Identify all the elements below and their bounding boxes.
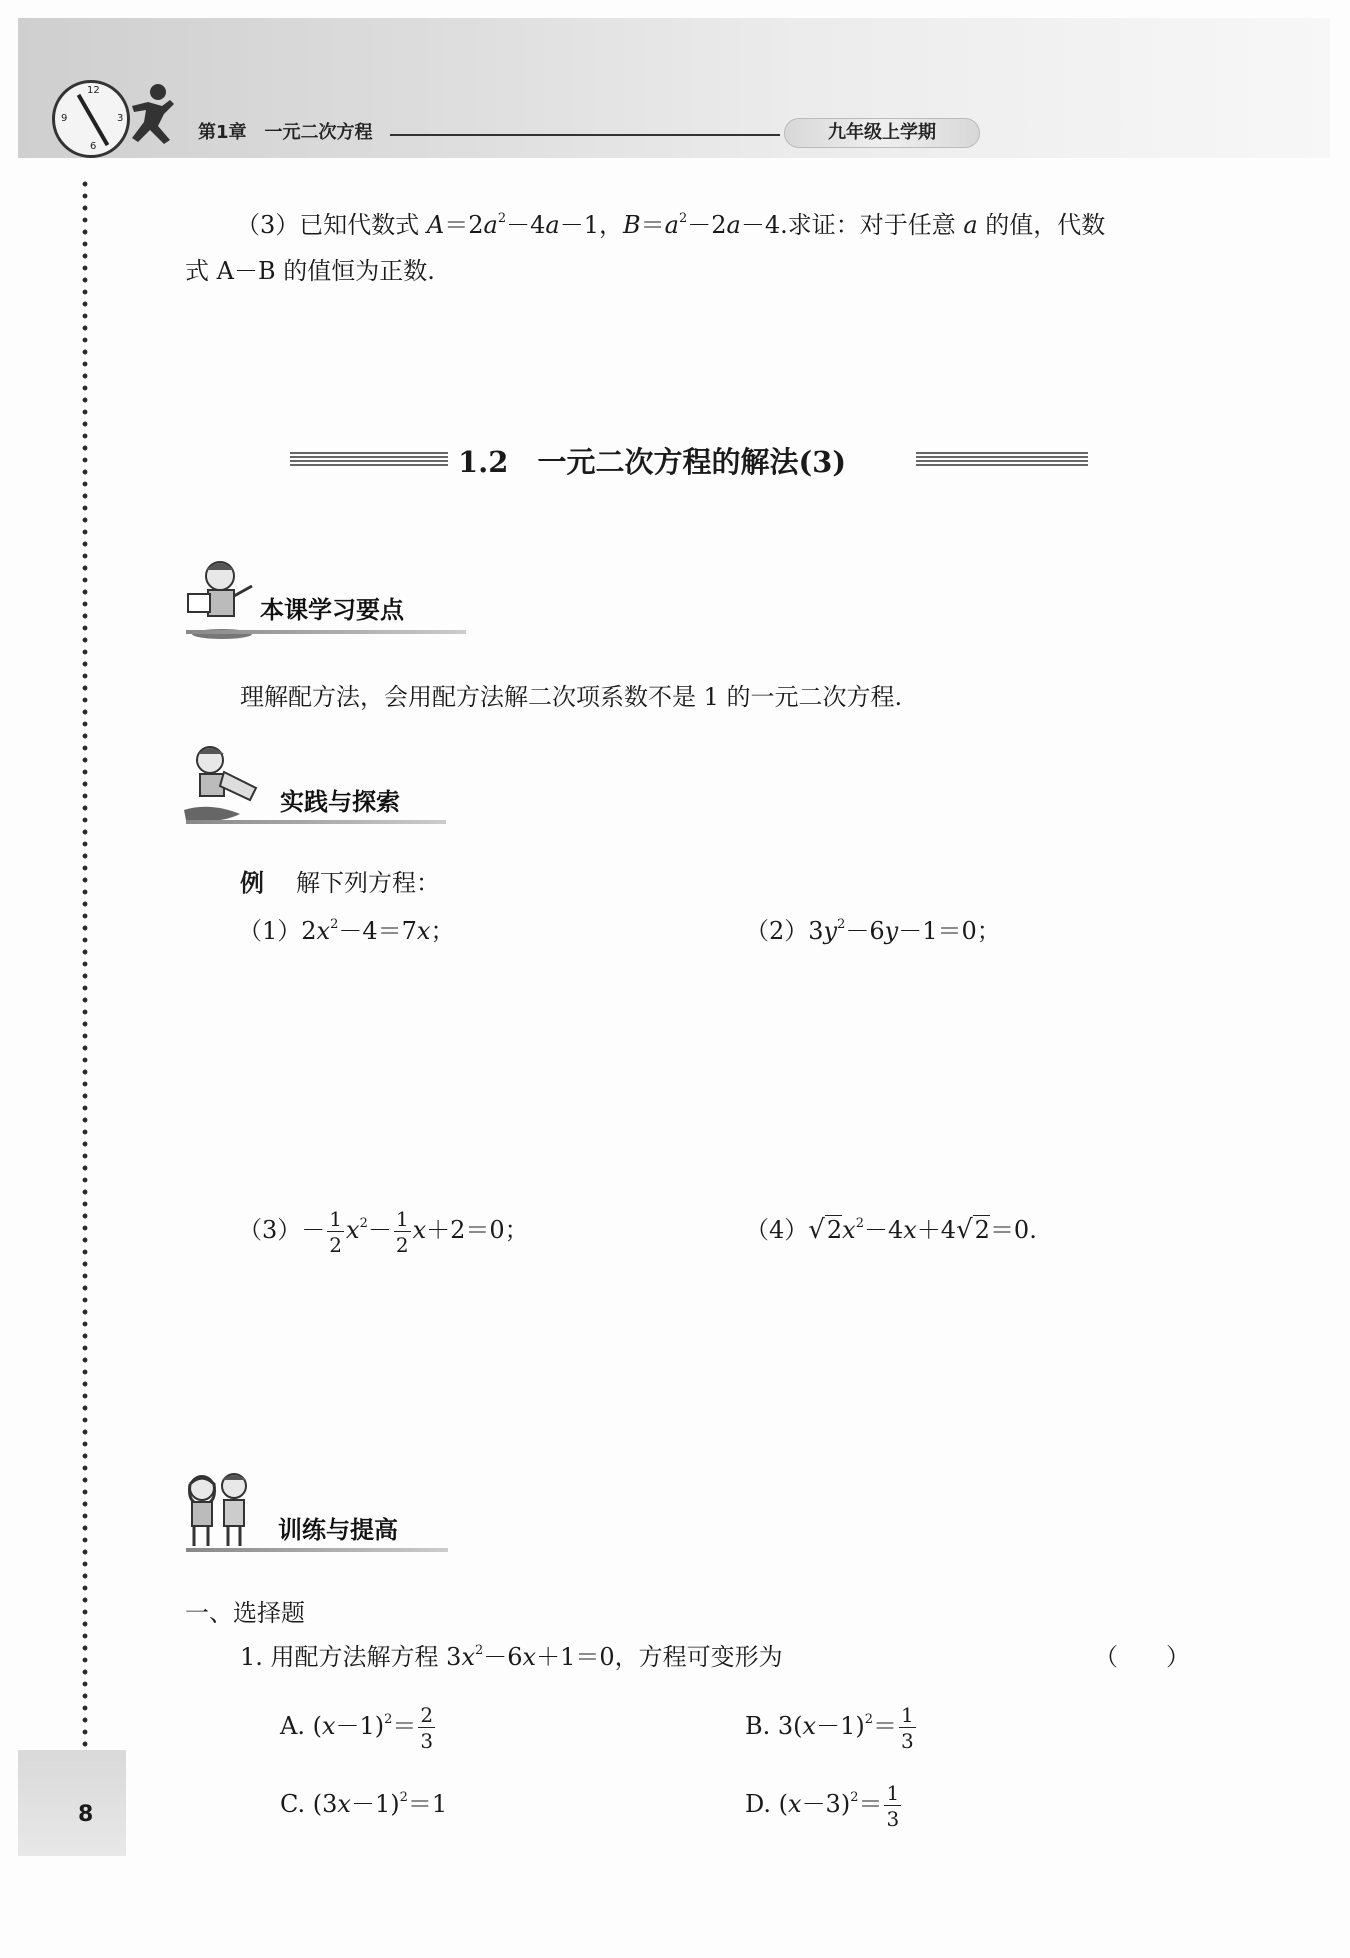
- runner-logo-icon: [118, 82, 178, 146]
- key-points-label: 本课学习要点: [260, 596, 404, 624]
- key-points-underline: [186, 630, 466, 634]
- key-points-text: 理解配方法，会用配方法解二次项系数不是 1 的一元二次方程.: [240, 683, 903, 711]
- example-eq4: $(4)√2x^2-4x+4√2=0$.: [745, 1215, 1037, 1245]
- grade-label: 九年级上学期: [784, 118, 980, 148]
- example-prompt: 解下列方程：: [296, 869, 440, 897]
- option-a[interactable]: A. $(x-1)^2=$ $\frac{2}{3}$: [280, 1702, 434, 1753]
- chapter-title: 第1章 一元二次方程: [198, 122, 373, 143]
- example-eq1: $(1)2x^2-4=7x$；: [238, 917, 455, 945]
- example-eq2: $(2)3y^2-6y-1=0$；: [745, 917, 1001, 945]
- page-number-tab: [18, 1750, 126, 1856]
- option-c[interactable]: C. $(3x-1)^2=1$: [280, 1790, 448, 1818]
- practice-underline: [186, 820, 446, 824]
- prev-problem-line1: （3）已知代数式 $A=2a^2-4a-1$，$B=a^2-2a-4$.求证：对于任意 a 的值，代数: [236, 211, 1106, 239]
- example-label: 例: [240, 868, 264, 897]
- training-label: 训练与提高: [278, 1516, 398, 1544]
- two-kids-icon: [180, 1468, 260, 1554]
- boy-writing-icon: [180, 744, 260, 830]
- answer-bracket[interactable]: （ ）: [1094, 1643, 1190, 1671]
- practice-label: 实践与探索: [280, 788, 400, 816]
- title-decor-left: [290, 452, 448, 468]
- option-d[interactable]: D. $(x-3)^2=$ $\frac{1}{3}$: [745, 1780, 900, 1831]
- prev-problem-line2: 式 A－B 的值恒为正数.: [185, 257, 435, 285]
- clock-logo-icon: 12 3 6 9: [52, 80, 130, 158]
- training-underline: [186, 1548, 448, 1552]
- exercise-section-label: 一、选择题: [185, 1599, 305, 1627]
- question-1-stem: 1. 用配方法解方程 $3x^2-6x+1=0$，方程可变形为: [240, 1643, 783, 1671]
- title-decor-right: [916, 452, 1088, 468]
- header-rule: [390, 134, 780, 136]
- option-b[interactable]: B. $3(x-1)^2=$ $\frac{1}{3}$: [745, 1702, 914, 1753]
- binding-dots: [82, 178, 88, 1748]
- section-title: 1.2 一元二次方程的解法(3): [458, 445, 847, 479]
- example-eq3: （3）－ $\frac{1}{2}$ $x^2-$ $\frac{1}{2}$ x＋2＝0；: [238, 1206, 529, 1257]
- page-number: 8: [78, 1802, 94, 1827]
